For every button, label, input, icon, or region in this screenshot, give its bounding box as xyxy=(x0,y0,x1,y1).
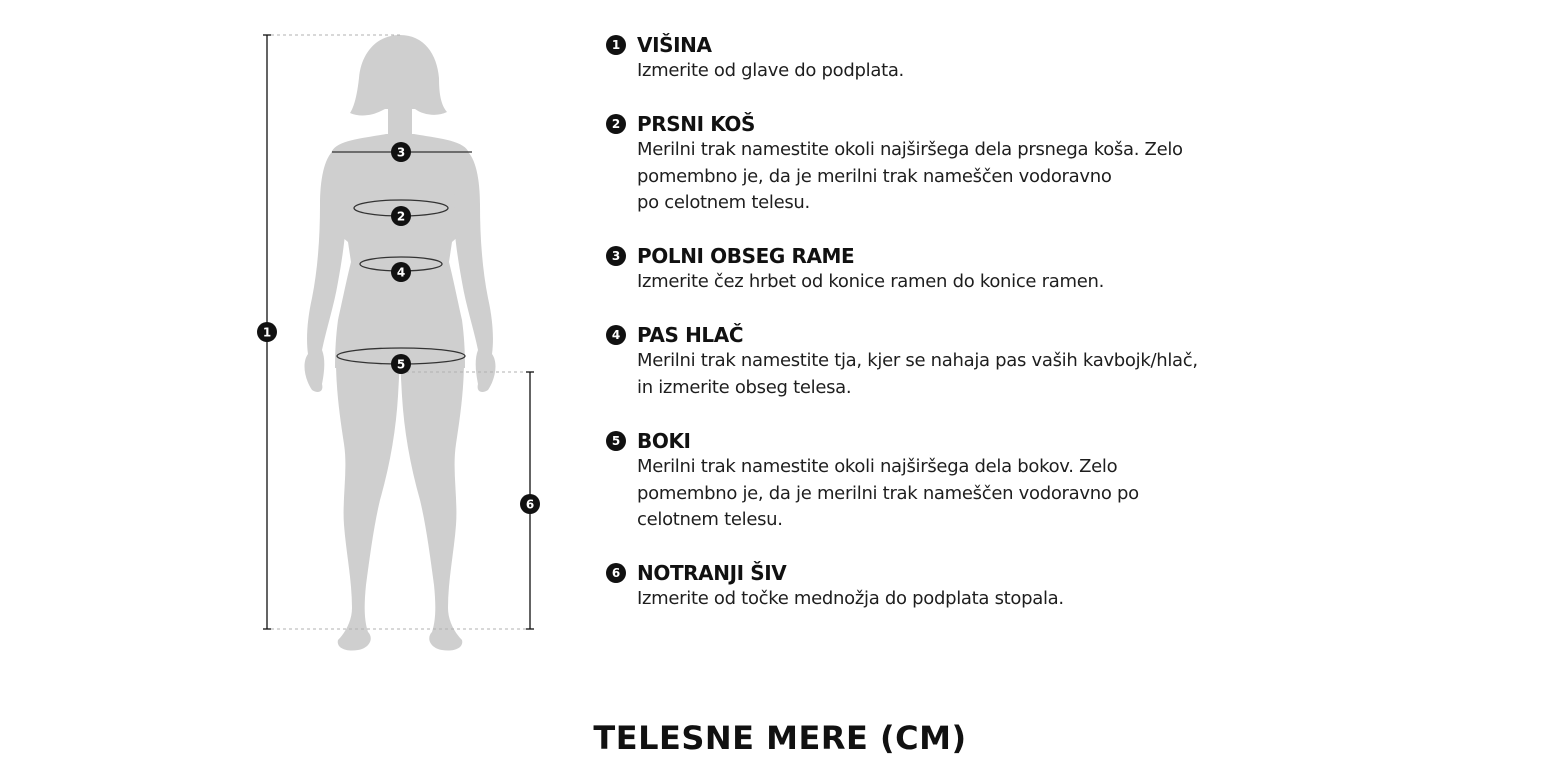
female-silhouette xyxy=(305,35,496,651)
marker-1 xyxy=(257,322,277,342)
measurement-shoulders xyxy=(606,243,1104,296)
number-badge: 2 xyxy=(606,114,626,134)
svg-text:6: 6 xyxy=(525,497,535,512)
svg-text:5: 5 xyxy=(396,357,406,372)
svg-text:1: 1 xyxy=(262,325,272,340)
number-badge: 6 xyxy=(606,563,626,583)
measurement-description: Izmerite od točke mednožja do podplata stopala. xyxy=(637,588,1064,609)
measurement-title: VIŠINA xyxy=(637,33,712,57)
measurement-description: Merilni trak namestite tja, kjer se nahaja pas vaših kavbojk/hlač, in izmerite obseg telesa. xyxy=(637,350,1198,398)
svg-text:4: 4 xyxy=(396,265,406,280)
marker-2 xyxy=(391,206,411,226)
measurement-description: Izmerite čez hrbet od konice ramen do konice ramen. xyxy=(637,271,1105,292)
number-badge: 3 xyxy=(606,246,626,266)
measurement-chest xyxy=(606,111,1183,217)
measurement-hips xyxy=(606,428,1139,534)
measurement-description: Merilni trak namestite okoli najširšega dela bokov. Zelo pomembno je, da je merilni trak nameščen vodoravno po celotnem telesu. xyxy=(637,456,1139,530)
number-badge: 1 xyxy=(606,35,626,55)
marker-3 xyxy=(391,142,411,162)
measurement-title: NOTRANJI ŠIV xyxy=(637,561,787,585)
body-measurement-figure xyxy=(240,20,560,670)
body-diagram xyxy=(240,20,560,670)
measurement-title: PAS HLAČ xyxy=(637,323,744,347)
measurement-waist xyxy=(606,322,1198,401)
svg-text:2: 2 xyxy=(396,209,406,224)
number-badge: 5 xyxy=(606,431,626,451)
svg-text:3: 3 xyxy=(396,145,406,160)
measurement-height xyxy=(606,32,904,85)
page-heading: TELESNE MERE (CM) xyxy=(593,719,967,757)
measurement-description: Merilni trak namestite okoli najširšega dela prsnega koša. Zelo pomembno je, da je merilni trak nameščen vodoravno po celotnem telesu. xyxy=(637,139,1183,213)
number-badge: 4 xyxy=(606,325,626,345)
measurement-title: BOKI xyxy=(637,429,691,453)
measurement-description: Izmerite od glave do podplata. xyxy=(637,60,904,81)
marker-6 xyxy=(520,494,540,514)
measurement-title: PRSNI KOŠ xyxy=(637,112,756,136)
measurement-inseam xyxy=(606,560,1064,613)
marker-5 xyxy=(391,354,411,374)
measurement-title: POLNI OBSEG RAME xyxy=(637,244,855,268)
marker-4 xyxy=(391,262,411,282)
